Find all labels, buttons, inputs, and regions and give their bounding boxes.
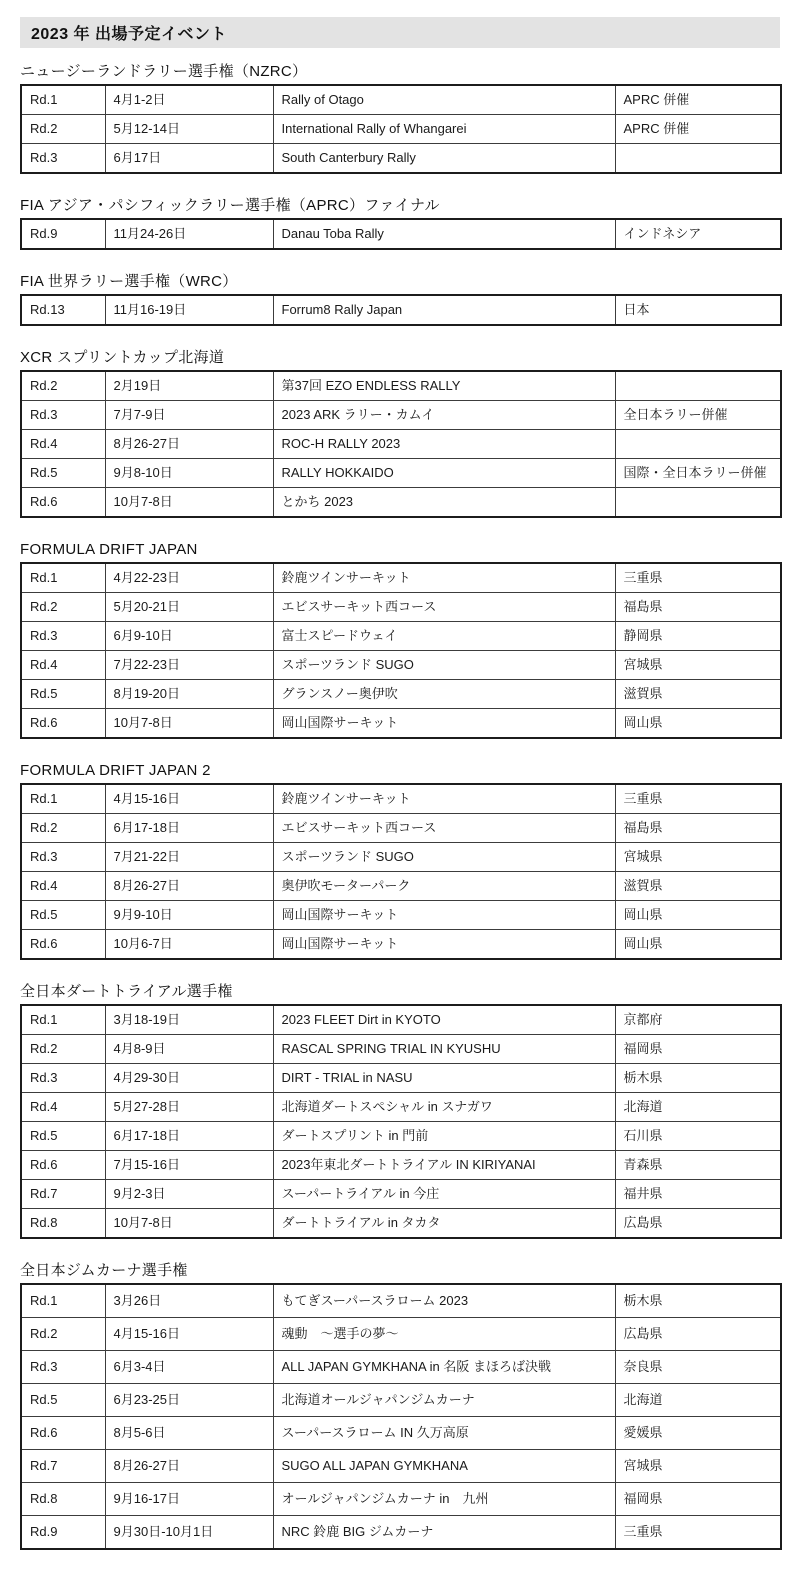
round-cell: Rd.1	[21, 563, 105, 593]
event-cell: 2023 FLEET Dirt in KYOTO	[273, 1005, 615, 1035]
round-cell: Rd.5	[21, 680, 105, 709]
date-cell: 4月29-30日	[105, 1064, 273, 1093]
note-cell: 福岡県	[615, 1035, 781, 1064]
table-row	[21, 784, 781, 814]
date-cell: 9月2-3日	[105, 1180, 273, 1209]
round-cell: Rd.5	[21, 1122, 105, 1151]
event-cell: スーパートライアル in 今庄	[273, 1180, 615, 1209]
schedule-table	[20, 1283, 782, 1550]
schedule-table	[20, 1004, 782, 1239]
date-cell: 8月5-6日	[105, 1417, 273, 1450]
note-cell: 日本	[615, 295, 781, 325]
table-row	[21, 814, 781, 843]
note-cell: 栃木県	[615, 1284, 781, 1318]
event-cell: RASCAL SPRING TRIAL IN KYUSHU	[273, 1035, 615, 1064]
table-row	[21, 1417, 781, 1450]
note-cell: 福島県	[615, 593, 781, 622]
note-cell: 滋賀県	[615, 872, 781, 901]
event-cell: スーパースラローム IN 久万高原	[273, 1417, 615, 1450]
section-title: XCR スプリントカップ北海道	[20, 349, 225, 366]
schedule-table	[20, 218, 782, 250]
event-cell: エビスサーキット西コース	[273, 593, 615, 622]
date-cell: 6月23-25日	[105, 1384, 273, 1417]
date-cell: 10月7-8日	[105, 1209, 273, 1239]
table-row	[21, 371, 781, 401]
table-row	[21, 843, 781, 872]
date-cell: 6月17-18日	[105, 814, 273, 843]
note-cell: 宮城県	[615, 843, 781, 872]
date-cell: 7月21-22日	[105, 843, 273, 872]
note-cell: 北海道	[615, 1093, 781, 1122]
note-cell: 三重県	[615, 563, 781, 593]
section-title: 全日本ダートトライアル選手権	[20, 983, 233, 1000]
round-cell: Rd.8	[21, 1483, 105, 1516]
page-title: 2023 年 出場予定イベント	[31, 26, 227, 43]
date-cell: 2月19日	[105, 371, 273, 401]
date-cell: 4月15-16日	[105, 1318, 273, 1351]
table-row	[21, 1516, 781, 1550]
round-cell: Rd.2	[21, 371, 105, 401]
table-row	[21, 709, 781, 739]
section-title: FIA アジア・パシフィックラリー選手権（APRC）ファイナル	[20, 197, 440, 214]
table-row	[21, 622, 781, 651]
table-row	[21, 115, 781, 144]
section-title: 全日本ジムカーナ選手権	[20, 1262, 188, 1279]
date-cell: 8月26-27日	[105, 1450, 273, 1483]
schedule-section	[20, 982, 780, 1239]
round-cell: Rd.3	[21, 843, 105, 872]
round-cell: Rd.6	[21, 1417, 105, 1450]
note-cell: 広島県	[615, 1209, 781, 1239]
event-cell: 北海道ダートスペシャル in スナガワ	[273, 1093, 615, 1122]
note-cell: 石川県	[615, 1122, 781, 1151]
date-cell: 9月30日-10月1日	[105, 1516, 273, 1550]
date-cell: 4月22-23日	[105, 563, 273, 593]
note-cell	[615, 371, 781, 401]
date-cell: 4月1-2日	[105, 85, 273, 115]
date-cell: 3月26日	[105, 1284, 273, 1318]
round-cell: Rd.3	[21, 1351, 105, 1384]
date-cell: 6月9-10日	[105, 622, 273, 651]
event-cell: ダートスプリント in 門前	[273, 1122, 615, 1151]
event-cell: オールジャパンジムカーナ in 九州	[273, 1483, 615, 1516]
table-row	[21, 1093, 781, 1122]
note-cell: 全日本ラリー併催	[615, 401, 781, 430]
event-cell: とかち 2023	[273, 488, 615, 518]
round-cell: Rd.1	[21, 784, 105, 814]
note-cell: 岡山県	[615, 709, 781, 739]
event-cell: スポーツランド SUGO	[273, 651, 615, 680]
schedule-section	[20, 761, 780, 960]
note-cell: 京都府	[615, 1005, 781, 1035]
note-cell: APRC 併催	[615, 85, 781, 115]
event-cell: ALL JAPAN GYMKHANA in 名阪 まほろば決戦	[273, 1351, 615, 1384]
round-cell: Rd.13	[21, 295, 105, 325]
table-row	[21, 680, 781, 709]
table-row	[21, 1351, 781, 1384]
round-cell: Rd.5	[21, 1384, 105, 1417]
round-cell: Rd.9	[21, 1516, 105, 1550]
note-cell	[615, 430, 781, 459]
event-cell: South Canterbury Rally	[273, 144, 615, 174]
round-cell: Rd.7	[21, 1180, 105, 1209]
schedule-section	[20, 196, 780, 250]
note-cell: 国際・全日本ラリー併催	[615, 459, 781, 488]
event-cell: NRC 鈴鹿 BIG ジムカーナ	[273, 1516, 615, 1550]
date-cell: 5月12-14日	[105, 115, 273, 144]
date-cell: 4月15-16日	[105, 784, 273, 814]
table-row	[21, 1318, 781, 1351]
table-row	[21, 1180, 781, 1209]
section-title: FIA 世界ラリー選手権（WRC）	[20, 273, 238, 290]
table-row	[21, 1122, 781, 1151]
note-cell: 青森県	[615, 1151, 781, 1180]
event-cell: SUGO ALL JAPAN GYMKHANA	[273, 1450, 615, 1483]
table-row	[21, 219, 781, 249]
table-row	[21, 295, 781, 325]
schedule-table	[20, 562, 782, 739]
round-cell: Rd.7	[21, 1450, 105, 1483]
event-cell: 鈴鹿ツインサーキット	[273, 784, 615, 814]
round-cell: Rd.6	[21, 488, 105, 518]
schedule-section	[20, 348, 780, 518]
round-cell: Rd.8	[21, 1209, 105, 1239]
note-cell: 愛媛県	[615, 1417, 781, 1450]
schedule-table	[20, 370, 782, 518]
table-row	[21, 85, 781, 115]
event-cell: Danau Toba Rally	[273, 219, 615, 249]
table-row	[21, 651, 781, 680]
schedule-section	[20, 1261, 780, 1550]
note-cell: 栃木県	[615, 1064, 781, 1093]
section-title: FORMULA DRIFT JAPAN 2	[20, 762, 211, 779]
event-cell: ダートトライアル in タカタ	[273, 1209, 615, 1239]
round-cell: Rd.9	[21, 219, 105, 249]
round-cell: Rd.4	[21, 430, 105, 459]
event-cell: 第37回 EZO ENDLESS RALLY	[273, 371, 615, 401]
note-cell: 三重県	[615, 1516, 781, 1550]
table-row	[21, 459, 781, 488]
event-cell: 魂動 ～選手の夢～	[273, 1318, 615, 1351]
note-cell: 三重県	[615, 784, 781, 814]
table-row	[21, 1151, 781, 1180]
table-row	[21, 1450, 781, 1483]
schedule-table	[20, 294, 782, 326]
round-cell: Rd.4	[21, 651, 105, 680]
event-cell: 2023 ARK ラリー・カムイ	[273, 401, 615, 430]
event-cell: 富士スピードウェイ	[273, 622, 615, 651]
event-cell: グランスノー奥伊吹	[273, 680, 615, 709]
event-cell: 奥伊吹モーターパーク	[273, 872, 615, 901]
event-cell: ROC-H RALLY 2023	[273, 430, 615, 459]
round-cell: Rd.2	[21, 814, 105, 843]
date-cell: 6月17日	[105, 144, 273, 174]
event-cell: もてぎスーパースラローム 2023	[273, 1284, 615, 1318]
sections-container	[20, 62, 780, 1550]
schedule-table	[20, 84, 782, 174]
schedule-section	[20, 272, 780, 326]
round-cell: Rd.3	[21, 1064, 105, 1093]
event-cell: エビスサーキット西コース	[273, 814, 615, 843]
date-cell: 9月8-10日	[105, 459, 273, 488]
table-row	[21, 563, 781, 593]
event-cell: 岡山国際サーキット	[273, 709, 615, 739]
date-cell: 5月20-21日	[105, 593, 273, 622]
date-cell: 4月8-9日	[105, 1035, 273, 1064]
section-title: ニュージーランドラリー選手権（NZRC）	[20, 63, 308, 80]
note-cell: インドネシア	[615, 219, 781, 249]
round-cell: Rd.6	[21, 709, 105, 739]
note-cell: 福井県	[615, 1180, 781, 1209]
note-cell: 岡山県	[615, 901, 781, 930]
round-cell: Rd.5	[21, 459, 105, 488]
table-row	[21, 872, 781, 901]
date-cell: 6月3-4日	[105, 1351, 273, 1384]
table-row	[21, 1035, 781, 1064]
date-cell: 5月27-28日	[105, 1093, 273, 1122]
note-cell	[615, 144, 781, 174]
round-cell: Rd.2	[21, 593, 105, 622]
note-cell: 北海道	[615, 1384, 781, 1417]
date-cell: 10月7-8日	[105, 488, 273, 518]
event-cell: RALLY HOKKAIDO	[273, 459, 615, 488]
schedule-table	[20, 783, 782, 960]
event-cell: Rally of Otago	[273, 85, 615, 115]
round-cell: Rd.4	[21, 872, 105, 901]
schedule-section	[20, 62, 780, 174]
note-cell: APRC 併催	[615, 115, 781, 144]
table-row	[21, 401, 781, 430]
round-cell: Rd.2	[21, 115, 105, 144]
round-cell: Rd.2	[21, 1318, 105, 1351]
event-cell: 2023年東北ダートトライアル IN KIRIYANAI	[273, 1151, 615, 1180]
date-cell: 7月7-9日	[105, 401, 273, 430]
event-cell: Forrum8 Rally Japan	[273, 295, 615, 325]
note-cell: 福島県	[615, 814, 781, 843]
note-cell: 福岡県	[615, 1483, 781, 1516]
round-cell: Rd.3	[21, 144, 105, 174]
round-cell: Rd.4	[21, 1093, 105, 1122]
date-cell: 10月7-8日	[105, 709, 273, 739]
note-cell	[615, 488, 781, 518]
event-cell: DIRT - TRIAL in NASU	[273, 1064, 615, 1093]
table-row	[21, 1064, 781, 1093]
table-row	[21, 593, 781, 622]
event-cell: スポーツランド SUGO	[273, 843, 615, 872]
table-row	[21, 1384, 781, 1417]
round-cell: Rd.1	[21, 1284, 105, 1318]
table-row	[21, 1209, 781, 1239]
date-cell: 8月26-27日	[105, 872, 273, 901]
table-row	[21, 1284, 781, 1318]
date-cell: 8月19-20日	[105, 680, 273, 709]
date-cell: 9月9-10日	[105, 901, 273, 930]
section-title: FORMULA DRIFT JAPAN	[20, 541, 198, 558]
note-cell: 静岡県	[615, 622, 781, 651]
event-cell: 北海道オールジャパンジムカーナ	[273, 1384, 615, 1417]
date-cell: 6月17-18日	[105, 1122, 273, 1151]
event-cell: 鈴鹿ツインサーキット	[273, 563, 615, 593]
date-cell: 10月6-7日	[105, 930, 273, 960]
round-cell: Rd.3	[21, 622, 105, 651]
note-cell: 岡山県	[615, 930, 781, 960]
date-cell: 7月15-16日	[105, 1151, 273, 1180]
table-row	[21, 930, 781, 960]
note-cell: 広島県	[615, 1318, 781, 1351]
date-cell: 11月24-26日	[105, 219, 273, 249]
table-row	[21, 1005, 781, 1035]
note-cell: 滋賀県	[615, 680, 781, 709]
round-cell: Rd.6	[21, 930, 105, 960]
round-cell: Rd.5	[21, 901, 105, 930]
page-header	[20, 17, 780, 48]
round-cell: Rd.6	[21, 1151, 105, 1180]
round-cell: Rd.1	[21, 85, 105, 115]
date-cell: 7月22-23日	[105, 651, 273, 680]
round-cell: Rd.1	[21, 1005, 105, 1035]
table-row	[21, 901, 781, 930]
event-cell: International Rally of Whangarei	[273, 115, 615, 144]
note-cell: 宮城県	[615, 1450, 781, 1483]
round-cell: Rd.3	[21, 401, 105, 430]
round-cell: Rd.2	[21, 1035, 105, 1064]
table-row	[21, 488, 781, 518]
table-row	[21, 144, 781, 174]
event-cell: 岡山国際サーキット	[273, 901, 615, 930]
table-row	[21, 1483, 781, 1516]
note-cell: 奈良県	[615, 1351, 781, 1384]
table-row	[21, 430, 781, 459]
date-cell: 8月26-27日	[105, 430, 273, 459]
schedule-section	[20, 540, 780, 739]
date-cell: 3月18-19日	[105, 1005, 273, 1035]
event-cell: 岡山国際サーキット	[273, 930, 615, 960]
note-cell: 宮城県	[615, 651, 781, 680]
date-cell: 11月16-19日	[105, 295, 273, 325]
date-cell: 9月16-17日	[105, 1483, 273, 1516]
